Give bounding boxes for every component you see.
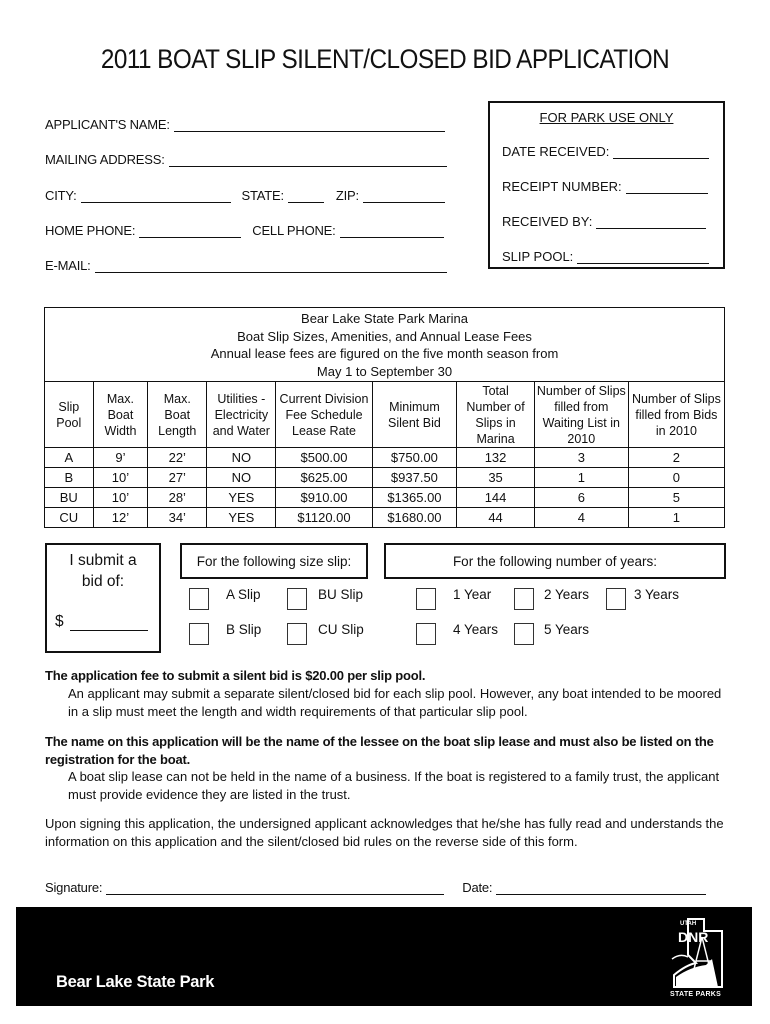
cell-slip-pool: A bbox=[45, 448, 94, 468]
table-row bbox=[45, 508, 725, 528]
city-label: CITY: bbox=[45, 188, 77, 203]
application-fee-detail: An applicant may submit a separate silent/closed bid for each slip pool. However, any boat intended to be moored in a slip must meet the length and width requirements of that particular slip pool. bbox=[68, 686, 722, 719]
header-from-bids: Number of Slips filled from Bids in 2010 bbox=[628, 382, 724, 448]
page-title: 2011 BOAT SLIP SILENT/CLOSED BID APPLICATION bbox=[100, 44, 670, 74]
caption-note-line1: Annual lease fees are figured on the five month season from bbox=[210, 346, 559, 361]
a-slip-label: A Slip bbox=[226, 587, 261, 602]
date-input[interactable] bbox=[496, 881, 706, 895]
lessee-name-detail: A boat slip lease can not be held in the name of a business. If the boat is registered to a family trust, the applicant must provide evidence they are listed in the trust. bbox=[68, 769, 720, 802]
cell-utilities: YES bbox=[207, 508, 276, 528]
years-title-box bbox=[384, 543, 726, 579]
header-utilities: Utilities - Electricity and Water bbox=[207, 382, 276, 448]
application-fee-heading: The application fee to submit a silent bid is $20.00 per slip pool. bbox=[45, 668, 426, 683]
city-input[interactable] bbox=[81, 189, 231, 203]
slip-pool-label: SLIP POOL: bbox=[502, 249, 574, 264]
receipt-number-input[interactable] bbox=[626, 180, 708, 194]
state-input[interactable] bbox=[288, 189, 324, 203]
city-state-zip-row bbox=[45, 188, 445, 203]
3-years-checkbox[interactable] bbox=[606, 588, 626, 610]
cell-max-length: 28’ bbox=[148, 488, 207, 508]
1-year-checkbox[interactable] bbox=[416, 588, 436, 610]
cell-total-slips: 132 bbox=[457, 448, 535, 468]
slip-pool-input[interactable] bbox=[577, 250, 709, 264]
bu-slip-label: BU Slip bbox=[318, 587, 364, 602]
phone-row bbox=[45, 223, 444, 238]
mailing-address-input[interactable] bbox=[169, 153, 447, 167]
cell-waiting-list: 4 bbox=[534, 508, 628, 528]
cell-from-bids: 5 bbox=[628, 488, 724, 508]
cell-lease-rate: $1120.00 bbox=[276, 508, 372, 528]
header-total-slips: Total Number of Slips in Marina bbox=[457, 382, 535, 448]
cell-min-bid: $1365.00 bbox=[372, 488, 457, 508]
cell-slip-pool: CU bbox=[45, 508, 94, 528]
cell-total-slips: 44 bbox=[457, 508, 535, 528]
date-received-label: DATE RECEIVED: bbox=[502, 144, 610, 159]
cell-max-width: 9’ bbox=[93, 448, 148, 468]
size-slip-title: For the following size slip: bbox=[196, 553, 352, 569]
cell-max-length: 34’ bbox=[148, 508, 207, 528]
cell-lease-rate: $910.00 bbox=[276, 488, 372, 508]
cell-min-bid: $937.50 bbox=[372, 468, 457, 488]
cell-from-bids: 1 bbox=[628, 508, 724, 528]
footer-banner bbox=[16, 907, 752, 1006]
cell-max-length: 27’ bbox=[148, 468, 207, 488]
receipt-number-label: RECEIPT NUMBER: bbox=[502, 179, 622, 194]
cell-slip-pool: B bbox=[45, 468, 94, 488]
cell-waiting-list: 1 bbox=[534, 468, 628, 488]
table-row bbox=[45, 488, 725, 508]
cu-slip-checkbox[interactable] bbox=[287, 623, 307, 645]
5-years-checkbox[interactable] bbox=[514, 623, 534, 645]
table-header-row bbox=[45, 382, 725, 448]
cell-utilities: YES bbox=[207, 488, 276, 508]
signature-label: Signature: bbox=[45, 880, 103, 895]
2-years-label: 2 Years bbox=[544, 587, 590, 602]
bu-slip-checkbox[interactable] bbox=[287, 588, 307, 610]
park-use-box bbox=[488, 101, 725, 269]
cell-lease-rate: $500.00 bbox=[276, 448, 372, 468]
applicant-name-input[interactable] bbox=[174, 118, 445, 132]
utah-dnr-state-parks-logo-icon bbox=[666, 915, 738, 1001]
cell-waiting-list: 3 bbox=[534, 448, 628, 468]
header-max-width: Max. Boat Width bbox=[93, 382, 148, 448]
bid-amount-input[interactable] bbox=[70, 617, 148, 631]
date-received-input[interactable] bbox=[613, 145, 709, 159]
zip-label: ZIP: bbox=[335, 188, 359, 203]
size-slip-title-box bbox=[180, 543, 368, 579]
date-label: Date: bbox=[462, 880, 493, 895]
3-years-label: 3 Years bbox=[634, 587, 680, 602]
date-received-field bbox=[502, 144, 709, 159]
mailing-address-label: MAILING ADDRESS: bbox=[45, 152, 165, 167]
logo-utah-text: UTAH bbox=[680, 921, 697, 927]
header-min-bid: Minimum Silent Bid bbox=[372, 382, 457, 448]
cell-total-slips: 144 bbox=[457, 488, 535, 508]
cell-from-bids: 2 bbox=[628, 448, 724, 468]
bid-label-line2: bid of: bbox=[81, 573, 125, 590]
email-field bbox=[45, 258, 447, 273]
received-by-field bbox=[502, 214, 706, 229]
header-slip-pool: Slip Pool bbox=[45, 382, 94, 448]
received-by-label: RECEIVED BY: bbox=[502, 214, 593, 229]
header-lease-rate: Current Division Fee Schedule Lease Rate bbox=[276, 382, 372, 448]
signature-row bbox=[45, 880, 706, 895]
email-input[interactable] bbox=[95, 259, 447, 273]
fees-table-caption bbox=[45, 308, 725, 382]
cell-min-bid: $750.00 bbox=[372, 448, 457, 468]
mailing-address-field bbox=[45, 152, 447, 167]
email-label: E-MAIL: bbox=[45, 258, 91, 273]
logo-state-parks-text: STATE PARKS bbox=[670, 991, 722, 998]
2-years-checkbox[interactable] bbox=[514, 588, 534, 610]
applicant-name-label: APPLICANT'S NAME: bbox=[45, 117, 170, 132]
caption-subtitle: Boat Slip Sizes, Amenities, and Annual Lease Fees bbox=[237, 328, 532, 344]
cell-max-length: 22’ bbox=[148, 448, 207, 468]
b-slip-label: B Slip bbox=[226, 622, 262, 637]
footer-park-name: Bear Lake State Park bbox=[56, 973, 215, 991]
cell-min-bid: $1680.00 bbox=[372, 508, 457, 528]
cell-max-width: 10’ bbox=[93, 468, 148, 488]
table-row bbox=[45, 468, 725, 488]
cell-slip-pool: BU bbox=[45, 488, 94, 508]
cell-lease-rate: $625.00 bbox=[276, 468, 372, 488]
logo-dnr-text: DNR bbox=[678, 929, 709, 945]
state-label: STATE: bbox=[241, 188, 284, 203]
cell-phone-label: CELL PHONE: bbox=[252, 223, 336, 238]
cu-slip-label: CU Slip bbox=[318, 622, 364, 637]
fees-table bbox=[44, 307, 725, 528]
cell-waiting-list: 6 bbox=[534, 488, 628, 508]
cell-total-slips: 35 bbox=[457, 468, 535, 488]
home-phone-input[interactable] bbox=[139, 224, 241, 238]
bid-label-line1: I submit a bbox=[69, 552, 137, 569]
cell-max-width: 10’ bbox=[93, 488, 148, 508]
slip-pool-field bbox=[502, 249, 709, 264]
lessee-name-heading: The name on this application will be the name of the lessee on the boat slip lease and must also be listed on the registration for the boat. bbox=[45, 734, 714, 767]
a-slip-checkbox[interactable] bbox=[189, 588, 209, 610]
applicant-name-field bbox=[45, 117, 445, 132]
signature-input[interactable] bbox=[106, 881, 444, 895]
cell-max-width: 12’ bbox=[93, 508, 148, 528]
years-title: For the following number of years: bbox=[452, 553, 658, 569]
header-max-length: Max. Boat Length bbox=[148, 382, 207, 448]
acknowledgement-text: Upon signing this application, the undersigned applicant acknowledges that he/she has fully read and understands the information on this application and the silent/closed bid rules on the reverse side of this form. bbox=[45, 816, 724, 849]
4-years-label: 4 Years bbox=[453, 622, 499, 637]
5-years-label: 5 Years bbox=[544, 622, 590, 637]
bid-amount-box bbox=[45, 543, 161, 653]
4-years-checkbox[interactable] bbox=[416, 623, 436, 645]
b-slip-checkbox[interactable] bbox=[189, 623, 209, 645]
cell-utilities: NO bbox=[207, 468, 276, 488]
received-by-input[interactable] bbox=[596, 215, 706, 229]
header-waiting-list: Number of Slips filled from Waiting List in 2010 bbox=[534, 382, 628, 448]
1-year-label: 1 Year bbox=[453, 587, 492, 602]
currency-symbol: $ bbox=[55, 613, 64, 630]
caption-note-line2: May 1 to September 30 bbox=[316, 363, 453, 379]
zip-input[interactable] bbox=[363, 189, 445, 203]
utah-state-outline-icon bbox=[666, 915, 738, 1001]
caption-marina-name: Bear Lake State Park Marina bbox=[301, 311, 468, 326]
cell-utilities: NO bbox=[207, 448, 276, 468]
park-use-title: FOR PARK USE ONLY bbox=[539, 110, 674, 125]
cell-from-bids: 0 bbox=[628, 468, 724, 488]
table-row bbox=[45, 448, 725, 468]
cell-phone-input[interactable] bbox=[340, 224, 444, 238]
home-phone-label: HOME PHONE: bbox=[45, 223, 136, 238]
receipt-number-field bbox=[502, 179, 708, 194]
